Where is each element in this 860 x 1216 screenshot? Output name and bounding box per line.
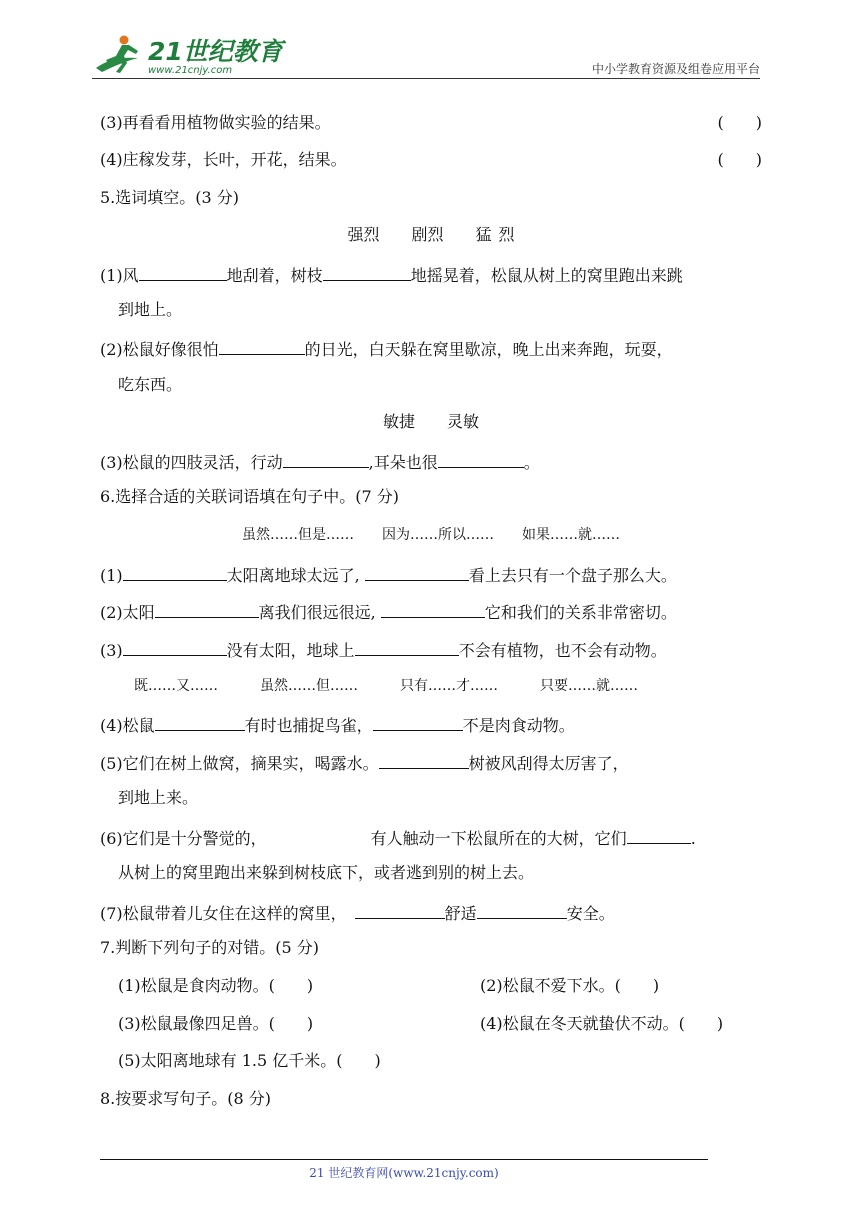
answer-paren: ( ) bbox=[717, 113, 762, 132]
footer-divider bbox=[100, 1159, 708, 1160]
q6-options-1: 虽然……但是…… 因为……所以…… 如果……就…… bbox=[242, 527, 620, 543]
q6-sentence-2: (2)太阳 离我们很远很远, 它和我们的关系非常密切。 bbox=[100, 599, 762, 624]
q6-sentence-6: (6)它们是十分警觉的， 有人触动一下松鼠所在的大树，它们 . bbox=[100, 825, 762, 850]
header-tagline: 中小学教育资源及组卷应用平台 bbox=[591, 62, 760, 76]
q6-title: 6.选择合适的关联词语填在句子中。(7 分) bbox=[100, 487, 400, 506]
q5-word-bank-2: 敏捷 灵敏 bbox=[382, 412, 479, 431]
fill-blank[interactable] bbox=[155, 599, 259, 618]
q8-title: 8.按要求写句子。(8 分) bbox=[100, 1089, 272, 1108]
q6-sentence-5: (5)它们在树上做窝，摘果实，喝露水。 树被风刮得太厉害了， bbox=[100, 750, 762, 775]
q5-sentence-1-cont: 到地上。 bbox=[118, 300, 183, 319]
brand-url: www.21cnjy.com bbox=[148, 65, 233, 76]
q6-sentence-5-cont: 到地上来。 bbox=[118, 788, 199, 807]
q5-sentence-2: (2)松鼠好像很怕 的日光，白天躲在窝里歇凉，晚上出来奔跑，玩耍， bbox=[100, 336, 762, 361]
fill-blank[interactable] bbox=[438, 449, 524, 468]
page-header bbox=[92, 30, 760, 80]
fill-blank[interactable] bbox=[123, 637, 227, 656]
q6-sentence-6-cont: 从树上的窝里跑出来躲到树枝底下，或者逃到别的树上去。 bbox=[118, 863, 535, 882]
fill-blank[interactable] bbox=[219, 336, 305, 355]
fill-blank[interactable] bbox=[283, 449, 369, 468]
brand-name: 21世纪教育 bbox=[148, 37, 283, 66]
fill-blank[interactable] bbox=[323, 262, 411, 281]
q7-row-1 bbox=[118, 975, 762, 997]
q5-sentence-2-cont: 吃东西。 bbox=[118, 375, 183, 394]
fill-blank[interactable] bbox=[477, 900, 567, 919]
q5-sentence-1: (1)风 地刮着，树枝 地摇晃着，松鼠从树上的窝里跑出来跳 bbox=[100, 262, 762, 287]
fill-blank[interactable] bbox=[155, 712, 245, 731]
q7-item-5: (5)太阳离地球有 1.5 亿千米。( ) bbox=[118, 1051, 381, 1070]
header-divider bbox=[92, 78, 760, 79]
q6-sentence-7: (7)松鼠带着儿女住在这样的窝里， 舒适 安全。 bbox=[100, 900, 762, 925]
q7-title: 7.判断下列句子的对错。(5 分) bbox=[100, 938, 320, 957]
page-footer: 21 世纪教育网(www.21cnjy.com) bbox=[309, 1166, 499, 1180]
fill-blank[interactable] bbox=[365, 562, 469, 581]
q6-options-2: 既……又…… 虽然……但…… 只有……才…… 只要……就…… bbox=[134, 678, 638, 694]
runner-logo-icon bbox=[92, 34, 146, 76]
q7-item-2: (2)松鼠不爱下水。( ) bbox=[480, 976, 660, 995]
q5-sentence-3: (3)松鼠的四肢灵活，行动 ,耳朵也很 。 bbox=[100, 449, 762, 474]
q7-row-2 bbox=[118, 1013, 762, 1035]
fill-blank[interactable] bbox=[373, 712, 463, 731]
answer-paren: ( ) bbox=[717, 150, 762, 169]
q4-item-3: (3)再看看用植物做实验的结果。 ( ) bbox=[100, 113, 762, 132]
q4-item-4: (4)庄稼发芽，长叶，开花，结果。 ( ) bbox=[100, 150, 762, 169]
fill-blank[interactable] bbox=[381, 599, 485, 618]
fill-blank[interactable] bbox=[139, 262, 227, 281]
q5-word-bank-1: 强烈 剧烈 猛 烈 bbox=[347, 225, 515, 244]
q6-sentence-1: (1) 太阳离地球太远了, 看上去只有一个盘子那么大。 bbox=[100, 562, 762, 587]
q7-item-4: (4)松鼠在冬天就蛰伏不动。( ) bbox=[480, 1014, 724, 1033]
q7-item-3: (3)松鼠最像四足兽。( ) bbox=[118, 1014, 314, 1033]
fill-blank[interactable] bbox=[379, 750, 469, 769]
fill-blank[interactable] bbox=[355, 637, 459, 656]
q6-sentence-3: (3) 没有太阳，地球上 不会有植物，也不会有动物。 bbox=[100, 637, 762, 662]
fill-blank[interactable] bbox=[123, 562, 227, 581]
fill-blank[interactable] bbox=[627, 825, 691, 844]
brand-logo bbox=[92, 34, 283, 76]
q5-title: 5.选词填空。(3 分) bbox=[100, 188, 240, 207]
fill-blank[interactable] bbox=[355, 900, 445, 919]
q7-item-1: (1)松鼠是食肉动物。( ) bbox=[118, 976, 314, 995]
q6-sentence-4: (4)松鼠 有时也捕捉鸟雀， 不是肉食动物。 bbox=[100, 712, 762, 737]
